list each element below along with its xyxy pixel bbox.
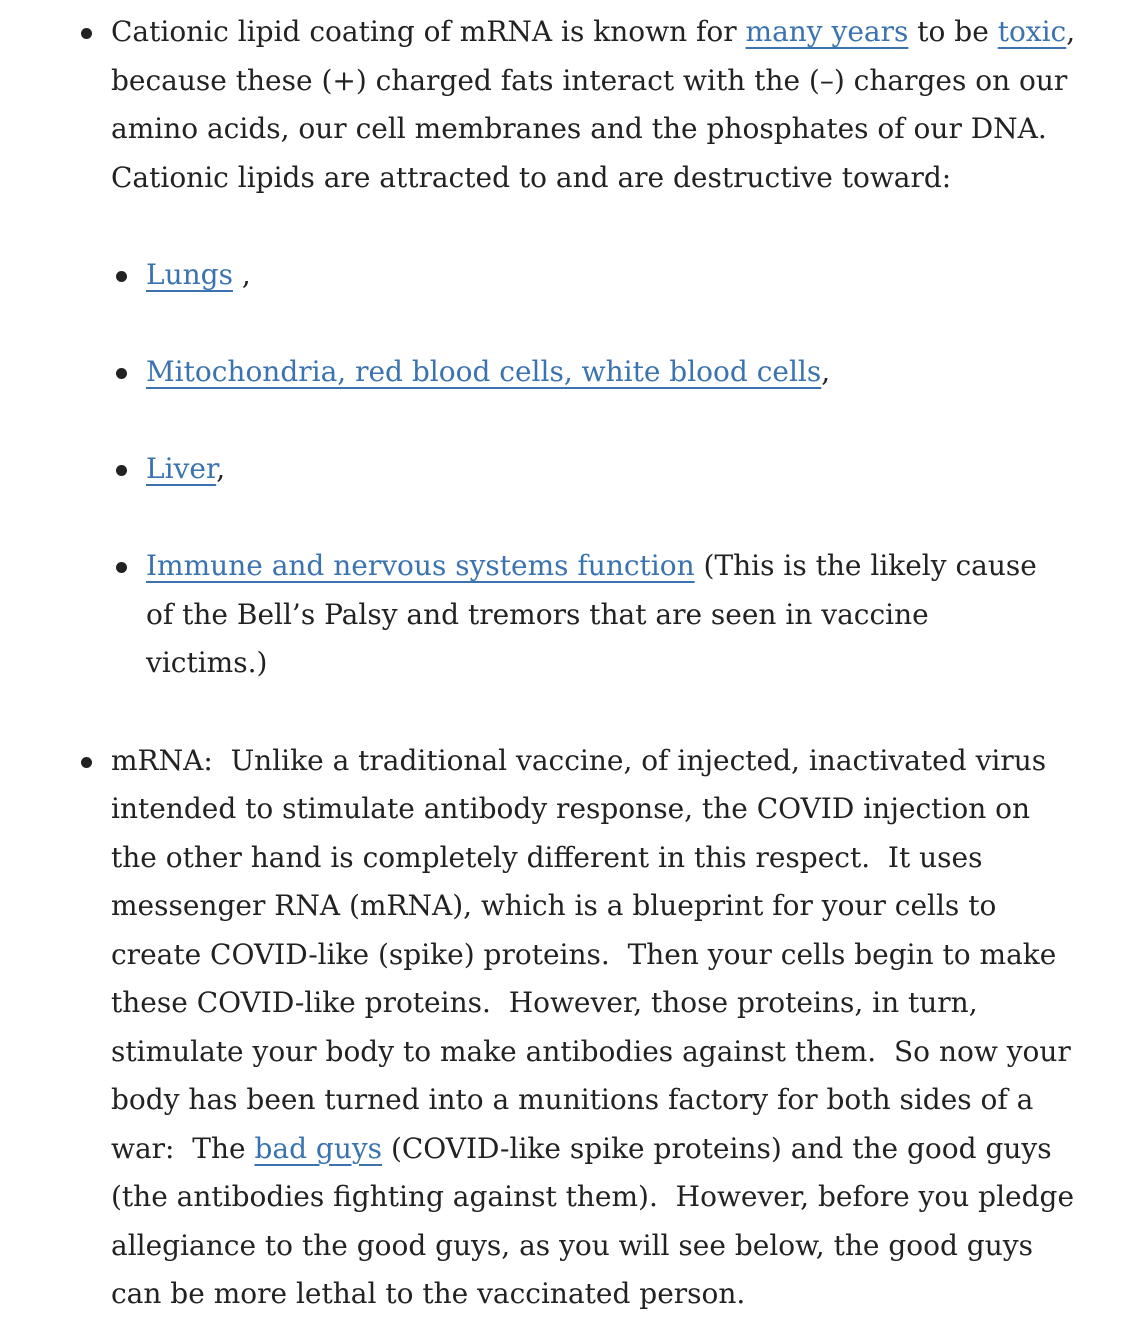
link-bad-guys[interactable]: bad guys [254,1131,383,1165]
bullet-icon [116,562,127,573]
link-immune-nervous[interactable]: Immune and nervous systems function [146,549,695,582]
bullet-icon [116,368,127,379]
link-toxic[interactable]: toxic [997,15,1067,48]
sub-item-suffix: , [216,452,226,485]
sub-bullet-list [111,251,1081,688]
sub-list-item-mitochondria [111,348,1051,397]
bullet-list [0,8,1139,1319]
link-mitochondria[interactable]: Mitochondria, red blood cells, white blood cells [146,355,822,388]
sub-item-suffix: (This is the likely cause of the Bell’s Palsy and tremors that are seen in vaccine victims.) [146,549,1037,679]
bullet-icon [116,271,127,282]
sub-list-item-liver [111,445,1051,494]
sub-item-suffix: , [232,258,251,291]
paragraph-text: to be [908,15,998,48]
paragraph-text: mRNA: Unlike a traditional vaccine, of injected, inactivated virus intended to stimulate antibody response, the COVID injection on the other hand is completely different in this respect. It uses messenger RNA (mRNA), which is a blueprint for your cells to create COVID-like (spike) proteins. Then your cells begin to make these COVID-like proteins. However, those proteins, in turn, stimulate your body to make antibodies against them. So now your body has been turned into a munitions factory for both sides of a war: The [111,743,1071,1165]
sub-list-item-lungs [111,251,1051,300]
sub-list-item-immune [111,542,1051,688]
link-lungs[interactable]: Lungs [146,258,233,291]
bullet-icon [81,28,92,39]
sub-item-suffix: , [821,355,831,388]
bullet-icon [81,757,92,768]
paragraph-text: Cationic lipid coating of mRNA is known for [111,15,746,48]
paragraph-text: (COVID-like spike proteins) and the good guys (the antibodies fighting against them). However, before you pledge allegiance to the good guys, as you will see below, the good guys can be more lethal to the vaccinated person. [111,1131,1075,1310]
link-liver[interactable]: Liver [146,452,217,485]
list-item-mrna [0,737,1081,1319]
paragraph-text: , because these (+) charged fats interact with the (–) charges on our amino acids, our cell membranes and the phosphates of our DNA. Cationic lipids are attracted to and are destructive toward: [111,15,1076,194]
link-many-years[interactable]: many years [745,15,909,48]
bullet-icon [116,465,127,476]
list-item-cationic-lipids [0,8,1081,688]
